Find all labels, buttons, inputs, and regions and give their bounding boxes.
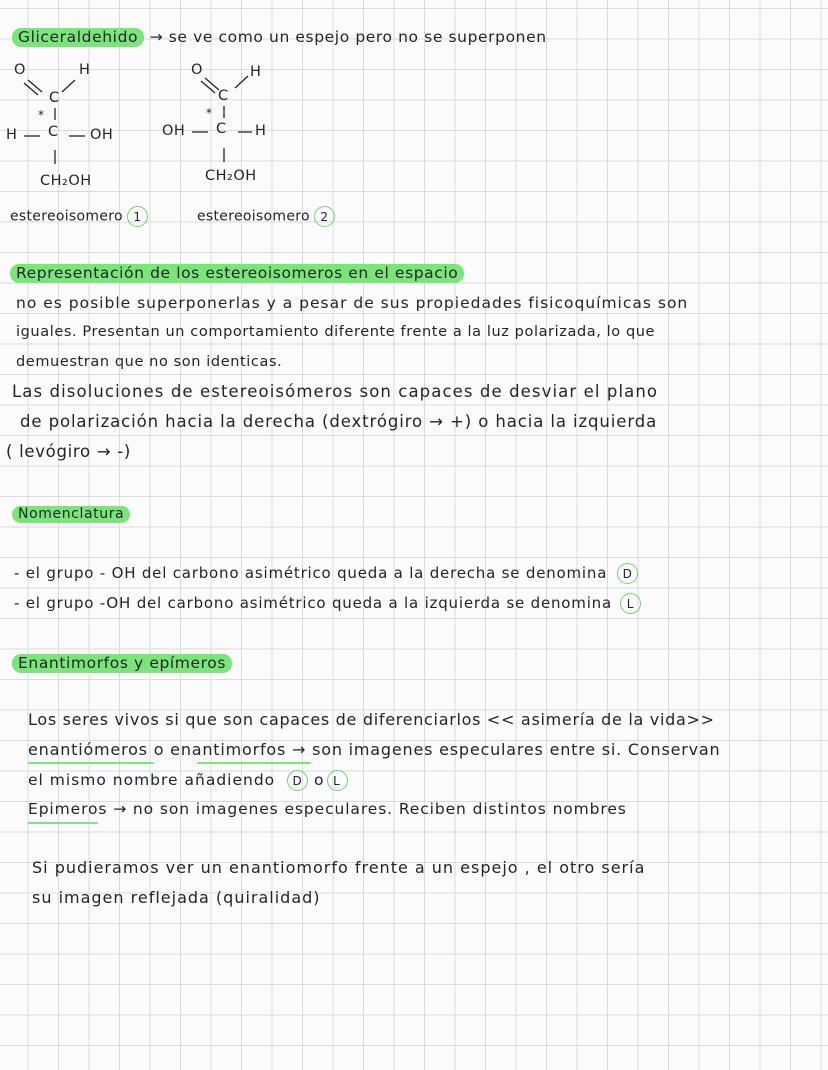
badge-l-small: L xyxy=(327,770,348,791)
title-highlight: Gliceraldehido xyxy=(12,28,144,47)
caption-2-number: 2 xyxy=(314,206,335,227)
molecule-1-oxygen: O xyxy=(14,62,26,78)
nomenclature-heading xyxy=(12,506,130,522)
enantiomorphs-heading-text: Enantimorfos y epímeros xyxy=(12,654,232,673)
underline-epimeros xyxy=(28,822,98,824)
molecule-1-carbon-center: C xyxy=(48,124,59,140)
title-line xyxy=(12,28,547,46)
molecule-1-carbon-top: C xyxy=(49,90,60,106)
nomenclature-item-1-text: - el grupo - OH del carbono asimétrico queda a la derecha se denomina xyxy=(14,564,608,582)
molecule-2-left: OH xyxy=(162,123,186,139)
enantiomorphs-line-4: Epimeros → no son imagenes especulares. Reciben distintos nombres xyxy=(28,800,627,818)
enantiomorphs-line-6: su imagen reflejada (quiralidad) xyxy=(32,888,321,907)
caption-2-text: estereoisomero xyxy=(197,208,310,225)
nomenclature-item-2 xyxy=(14,593,641,614)
molecule-1-asterisk: * xyxy=(38,108,45,122)
representation-line-5: de polarización hacia la derecha (dextrógiro → +) o hacia la izquierda xyxy=(20,412,658,431)
representation-line-3: demuestran que no son identicas. xyxy=(16,354,283,370)
molecule-2-bottom: CH₂OH xyxy=(205,168,257,184)
title-arrow: → xyxy=(149,28,164,46)
nomenclature-heading-text: Nomenclatura xyxy=(12,506,130,523)
representation-line-1: no es posible superponerlas y a pesar de sus propiedades fisicoquímicas son xyxy=(16,294,689,312)
caption-1-number: 1 xyxy=(127,206,148,227)
molecule-2-right: H xyxy=(255,123,267,139)
enantiomorphs-heading xyxy=(12,654,232,672)
representation-heading xyxy=(10,264,464,282)
underline-enantiomeros xyxy=(28,762,154,764)
underline-enantimorfos xyxy=(197,762,311,764)
enantiomorphs-line-3 xyxy=(28,770,348,791)
title-rest: se ve como un espejo pero no se superponen xyxy=(168,28,547,46)
molecule-1-right: OH xyxy=(90,127,114,143)
molecule-2-hydrogen-top: H xyxy=(250,64,262,80)
representation-line-4: Las disoluciones de estereoisómeros son capaces de desviar el plano xyxy=(12,382,659,401)
molecule-1-bottom: CH₂OH xyxy=(40,173,92,189)
enantiomorphs-line-2: enantiómeros o enantimorfos → son imagenes especulares entre si. Conservan xyxy=(28,740,721,759)
molecule-2-asterisk: * xyxy=(206,106,213,120)
molecule-2-oxygen: O xyxy=(191,62,203,78)
badge-d-small: D xyxy=(287,770,308,791)
caption-1-text: estereoisomero xyxy=(10,208,123,225)
enantiomorphs-line-3-text: el mismo nombre añadiendo xyxy=(28,771,276,789)
molecule-1-hydrogen-top: H xyxy=(79,62,91,78)
nomenclature-item-1 xyxy=(14,563,638,584)
badge-d: D xyxy=(617,563,638,584)
enantiomorphs-line-1: Los seres vivos si que son capaces de diferenciarlos << asimería de la vida>> xyxy=(28,710,715,729)
representation-line-6: ( levógiro → -) xyxy=(6,442,132,461)
molecule-2-carbon-center: C xyxy=(216,121,227,137)
molecule-2-carbon-top: C xyxy=(218,88,229,104)
molecule-1-caption xyxy=(10,206,148,227)
representation-heading-text: Representación de los estereoisomeros en el espacio xyxy=(10,264,464,283)
nomenclature-item-2-text: - el grupo -OH del carbono asimétrico queda a la izquierda se denomina xyxy=(14,594,612,612)
badge-separator: o xyxy=(314,771,325,789)
representation-line-2: iguales. Presentan un comportamiento diferente frente a la luz polarizada, lo que xyxy=(16,324,656,340)
molecule-2-bonds xyxy=(0,0,1,1)
molecule-2-caption xyxy=(197,206,335,227)
molecule-1-left: H xyxy=(6,127,18,143)
enantiomorphs-line-5: Si pudieramos ver un enantiomorfo frente a un espejo , el otro sería xyxy=(32,858,646,877)
badge-l: L xyxy=(620,593,641,614)
